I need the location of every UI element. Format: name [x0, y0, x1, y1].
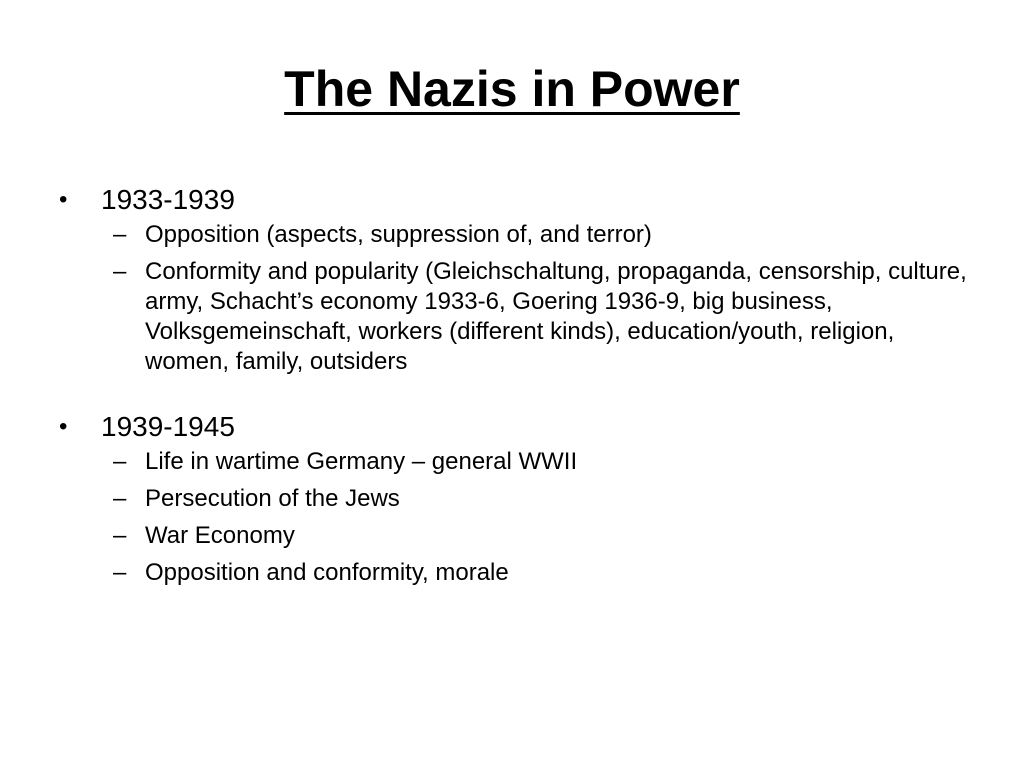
dash-icon: – — [113, 522, 127, 549]
sub-item — [55, 484, 975, 514]
sub-item-text: Persecution of the Jews — [145, 485, 400, 512]
section-1939-1945 — [55, 407, 975, 588]
bullet-item — [55, 180, 975, 220]
bullet-icon: • — [59, 186, 68, 213]
dash-icon: – — [113, 559, 127, 586]
sub-item — [55, 220, 975, 250]
dash-icon: – — [113, 448, 127, 475]
sub-item — [55, 447, 975, 477]
bullet-icon: • — [59, 413, 68, 440]
slide-body — [55, 180, 975, 610]
sub-item-text: Life in wartime Germany – general WWII — [145, 448, 578, 475]
sub-item — [55, 521, 975, 551]
sub-item-text: War Economy — [145, 522, 295, 549]
sub-item-text: Conformity and popularity (Gleichschaltung, propaganda, censorship, culture, army, Schacht’s economy 1933-6, Goering 1936-9, big business, Volksgemeinschaft, workers (different kinds), education/youth, religion, women, family, outsiders — [145, 258, 967, 375]
sub-item — [55, 558, 975, 588]
dash-icon: – — [113, 221, 127, 248]
section-1933-1939 — [55, 180, 975, 377]
dash-icon: – — [113, 485, 127, 512]
sub-item-text: Opposition and conformity, morale — [145, 559, 509, 586]
sub-item — [55, 257, 975, 377]
slide-title: The Nazis in Power — [284, 61, 740, 117]
sub-list — [55, 220, 975, 377]
sub-list — [55, 447, 975, 588]
bullet-item — [55, 407, 975, 447]
section-heading: 1939-1945 — [101, 411, 235, 442]
dash-icon: – — [113, 258, 127, 285]
sub-item-text: Opposition (aspects, suppression of, and terror) — [145, 221, 652, 248]
section-heading: 1933-1939 — [101, 184, 235, 215]
